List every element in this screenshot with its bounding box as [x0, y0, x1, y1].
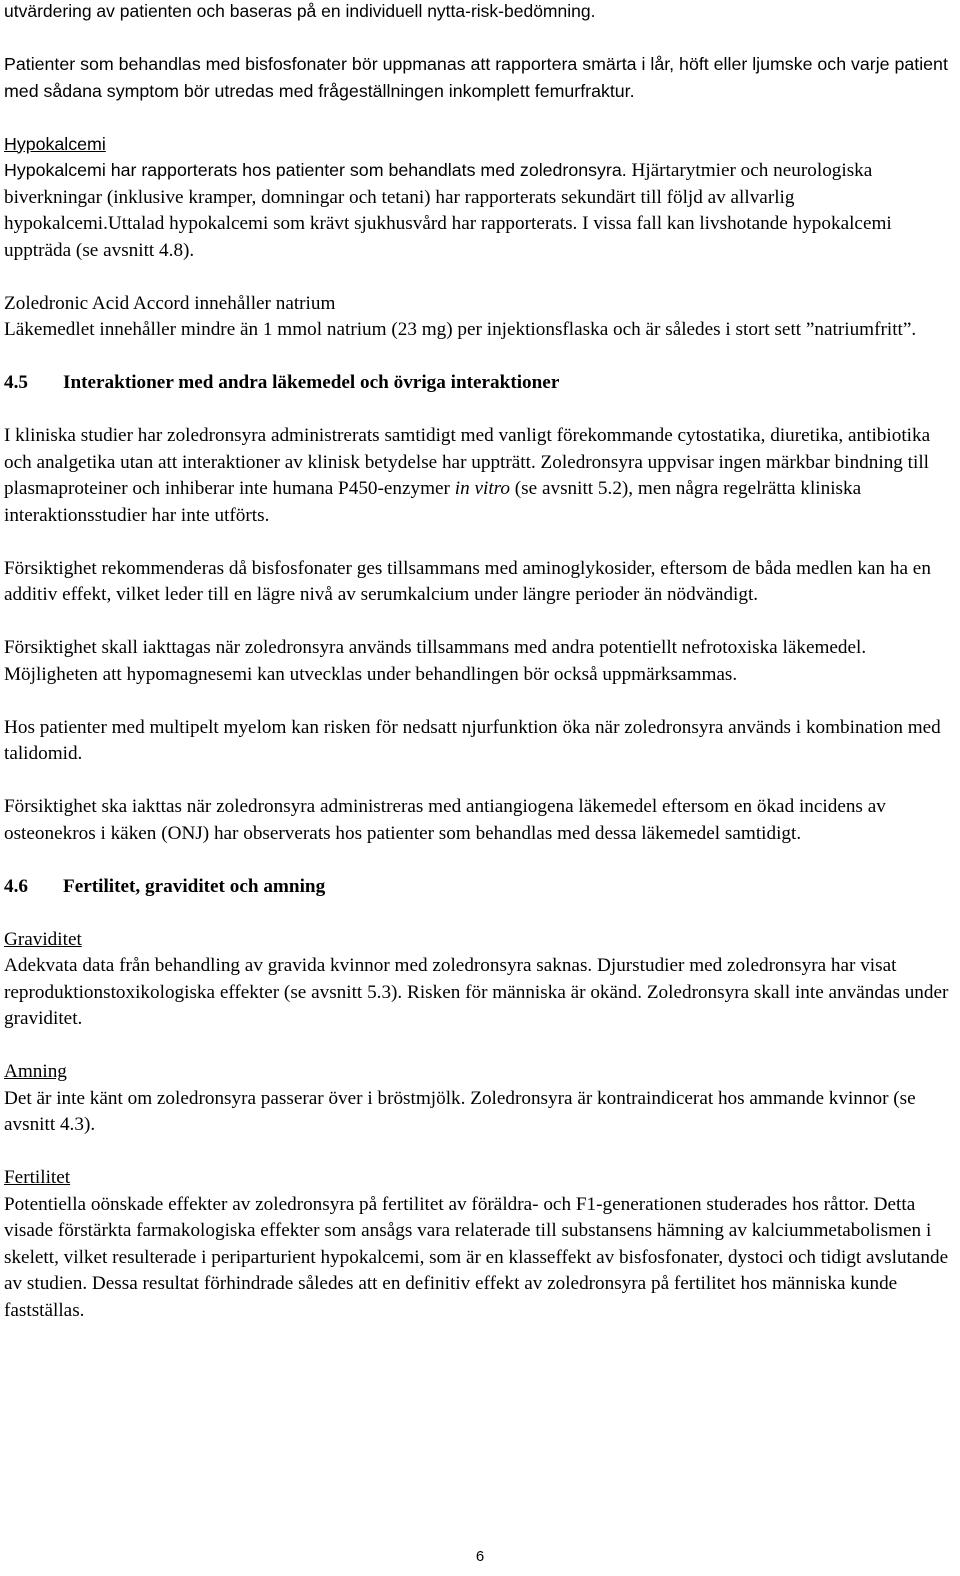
paragraph-femur-fracture: Patienter som behandlas med bisfosfonater bör uppmanas att rapportera smärta i lår, höft eller ljumske och varje patient med sådana symptom bör utredas med frågeställningen inkomplett femurfraktur. [4, 54, 948, 101]
section-heading-4-5 [4, 370, 954, 397]
section-title: Fertilitet, graviditet och amning [63, 875, 326, 897]
paragraph-hypokalcemi [4, 157, 954, 264]
paragraph-myeloma: Hos patienter med multipelt myelom kan risken för nedsatt njurfunktion öka när zoledronsyra används i kombination med talidomid. [4, 716, 941, 764]
paragraph-aminoglycosides: Försiktighet rekommenderas då bisfosfonater ges tillsammans med aminoglykosider, eftersom de båda medlen kan ha en additiv effekt, vilket leder till en lägre nivå av serumkalcium under längre perioder än nödvändigt. [4, 557, 931, 605]
paragraph-antiangiogenic: Försiktighet ska iakttas när zoledronsyra administreras med antiangiogena läkemedel eftersom en ökad incidens av osteonekros i käken (ONJ) har observerats hos patienter som behandlas med dessa läkemedel samtidigt. [4, 796, 886, 844]
paragraph-amning: Det är inte känt om zoledronsyra passerar över i bröstmjölk. Zoledronsyra är kontraindicerat hos ammande kvinnor (se avsnitt 4.3). [4, 1087, 916, 1135]
paragraph-clinical-studies [4, 423, 954, 529]
subheading-amning: Amning [4, 1061, 67, 1082]
subheading-graviditet: Graviditet [4, 928, 82, 950]
document-page [4, 0, 954, 1324]
in-vitro-italic: in vitro [454, 478, 510, 499]
subheading-hypokalcemi: Hypokalcemi [4, 133, 106, 154]
section-number: 4.5 [4, 372, 28, 393]
paragraph-continuation: utvärdering av patienten och baseras på en individuell nytta-risk-bedömning. [4, 1, 596, 21]
subheading-fertilitet: Fertilitet [4, 1167, 71, 1188]
subheading-natrium: Zoledronic Acid Accord innehåller natrium [4, 292, 336, 314]
hypokalcemi-text-b: Hjärtarytmier och neurologiska biverkningar (inklusive kramper, domningar och tetani) har rapporterats sekundärt till följd av allvarlig hypokalcemi. [4, 160, 873, 234]
section-number: 4.6 [4, 875, 28, 897]
paragraph-nephrotoxic: Försiktighet skall iakttagas när zoledronsyra används tillsammans med andra potentiellt nefrotoxiska läkemedel. Möjligheten att hypomagnesemi kan utvecklas under behandlingen bör också uppmärksammas. [4, 637, 867, 685]
hypokalcemi-text-a: Hypokalcemi har rapporterats hos patienter som behandlats med zoledronsyra. [4, 160, 627, 180]
page-number: 6 [475, 1548, 485, 1565]
paragraph-natrium: Läkemedlet innehåller mindre än 1 mmol natrium (23 mg) per injektionsflaska och är således i stort sett ”natriumfritt”. [4, 319, 917, 340]
paragraph-fertilitet: Potentiella oönskade effekter av zoledronsyra på fertilitet av föräldra- och F1-generationen studerades hos råttor. Detta visade förstärkta farmakologiska effekter som ansågs vara relaterade till substansens hämning av kalciummetabolismen i skelett, vilket resulterade i periparturient hypokalcemi, som är en klasseffekt av bisfosfonater, dystoci och tidigt avslutande av studien. Dessa resultat förhindrade således att en definitiv effekt av zoledronsyra på fertilitet hos människa kunde fastställas. [4, 1193, 949, 1321]
hypokalcemi-text-c: Uttalad hypokalcemi som krävt sjukhusvård har rapporterats. I vissa fall kan livshotande hypokalcemi uppträda (se avsnitt 4.8). [4, 213, 892, 261]
clinical-text-b: (se avsnitt 5.2), men några regelrätta kliniska interaktionsstudier har inte utförts. [4, 478, 862, 526]
section-title: Interaktioner med andra läkemedel och övriga interaktioner [63, 372, 560, 393]
paragraph-graviditet: Adekvata data från behandling av gravida kvinnor med zoledronsyra saknas. Djurstudier med zoledronsyra har visat reproduktionstoxikologiska effekter (se avsnitt 5.3). Risken för människa är okänd. Zoledronsyra skall inte användas under graviditet. [4, 955, 949, 1029]
clinical-text-a: I kliniska studier har zoledronsyra administrerats samtidigt med vanligt förekommande cytostatika, diuretika, antibiotika och analgetika utan att interaktioner av klinisk betydelse har uppträtt. Zoledronsyra uppvisar ingen märkbar bindning till plasmaproteiner och inhiberar inte humana P450-enzymer [4, 425, 931, 499]
section-heading-4-6 [4, 874, 954, 901]
